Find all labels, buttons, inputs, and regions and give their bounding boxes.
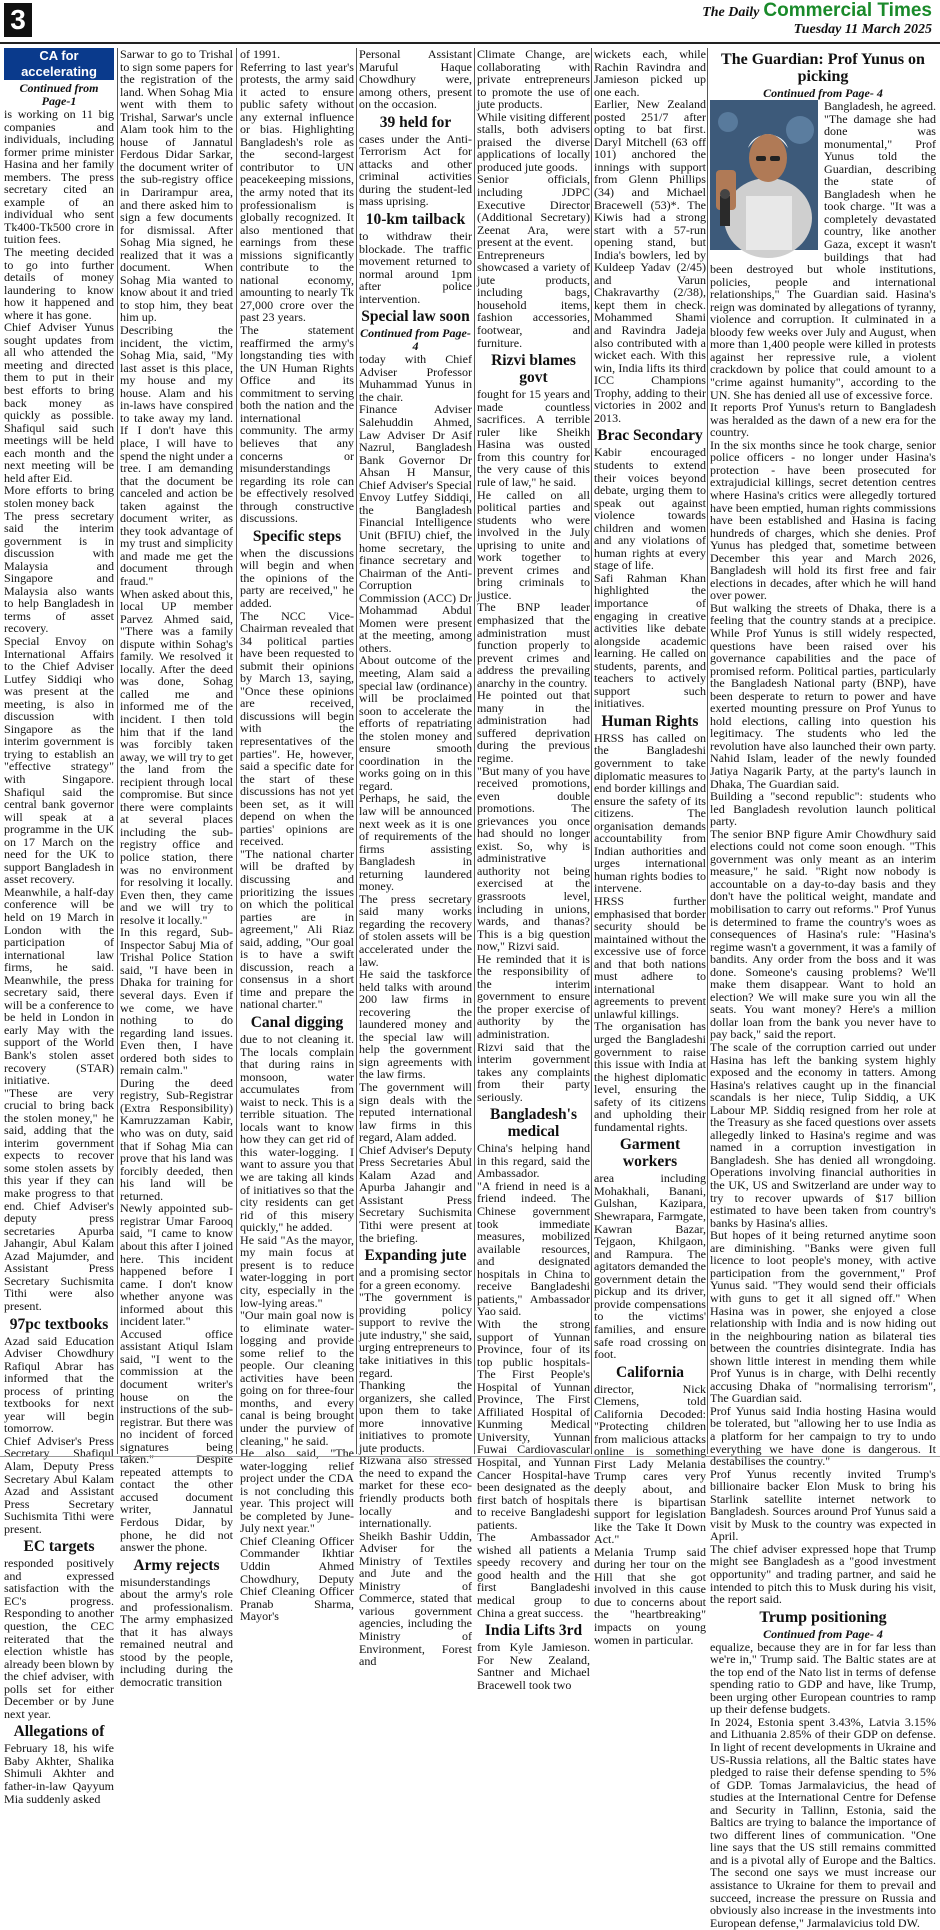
paragraph: due to not cleaning it. The locals complain that during rains in monsoon, water accumulates from waist to neck. This is a terrible situation. The locals want to know how they can get rid of this water-logging. I want to assure you that we are taking all kinds of initiatives so that the city residents can get rid of this misery quickly," he added. [240,1032,354,1235]
headline-special-law: Special law soon [361,308,470,326]
issue-date: Tuesday 11 March 2025 [793,22,932,37]
paragraph: When asked about this, local UP member Parvez Ahmed said, "There was a family dispute within Sohag's family. We resolved it locally. After the deed was done, Sohag called me and informed me of the incident. I then told him that if the land was forcibly taken away, we will try to get the land from the recipient through local compromise. But since there were complaints at several places including the sub-registry office and police station, there was no environment for resolving it locally. Even then, they came and we will try to resolve it locally." [120,586,233,927]
paragraph: The scale of the corruption carried out under Hasina has left the banking system highly exposed and the economy in tatters. Among Hasina's relatives caught up in the financial scandals is her niece, Tulip Siddiq, a UK Labour MP. Siddiq resigned from her role at the Treasury as she faced questions over assets allegedly linked to Hasina's regime and was named in a corruption investigation in Bangladesh. She has denied all wrongdoing. Operations involving financial authorities in the UK, US and Switzerland are under way to try to recover upwards of $17 billion estimated to have been taken from country's banks by Hasina's allies. [710,1040,936,1230]
paragraph: Referring to last year's protests, the army said it acted to ensure public safety without any external influence or bias. Highlighting Bangladesh's role as the second-largest contributor to UN peacekeeping missions, the army noted that its professionalism is globally recognized. It also mentioned that earnings from these missions significantly contribute to the national economy, amounting to nearly Tk 27,000 crore over the past 23 years. [240,59,354,325]
continued-label: Continued from Page- 4 [763,86,883,100]
paper-name: Commercial Times [763,0,932,21]
paragraph: Rizvi said that the interim government takes any complaints from their party seriously. [477,1039,590,1104]
paragraph: During the deed registry, Sub-Registrar (Extra Responsibility) Kamruzzaman Kabir, who was on duty, said that if Sohag Mia can prove that his land was forcibly deeded, then his land will be returned. [120,1075,233,1203]
paragraph: HRSS has called on the Bangladeshi government to take diplomatic measures to end border killings and ensure the safety of its citizens. The organisation demands accountability from Indian authorities and urges international human rights bodies to intervene. [594,730,706,896]
paragraph: The statement reaffirmed the army's longstanding ties with the UN Human Rights Office and its commitment to serving both the nation and the international community. The army believes that any concerns or misunderstandings regarding its role can be effectively resolved through constructive discussions. [240,323,354,526]
continued-label: Continued from Page- 4 [763,1626,883,1641]
paragraph: equalize, because they are in for far less than we're in," Trump said. The Baltic states are at the top end of the Nato list in terms of defense spending ratio to GDP and have, like Trump, been urging other European countries to ramp up their defense budgets. [710,1639,936,1717]
paragraph: Thanking the organizers, she called upon them to take more innovative initiatives to promote jute products. [359,1378,472,1455]
headline-india-lifts: India Lifts 3rd [484,1622,583,1640]
headline-rizvi-blames: Rizvi blames govt [491,352,576,387]
paragraph: Sheikh Bashir Uddin, Adviser for the Ministry of Textiles and Jute and the Ministry of Commerce, stated that various government agencies, including the Ministry of Environment, Forest and [359,1528,472,1669]
paragraph: February 18, his wife Baby Akhter, Shalika Shimuli Akhter and father-in-law Qayyum Mia suddenly asked [4,1741,114,1806]
paragraph: Senior officials, including JDPC Executive Director (Additional Secretary) Zeenat Ara, were present at the event. [477,172,590,250]
column-7 [710,48,936,1930]
headline-10km-tailback: 10-km tailback [365,211,466,229]
headline-allegations: Allegations of [13,1723,105,1741]
paragraph: The BNP leader emphasized that the administration must function properly to prevent crimes and address the prevailing anarchy in the country. [477,600,590,690]
paragraph: responded positively and expressed satisfaction with the EC's progress. Responding to another question, the CEC reiterated that the election whistle has already been blown by the chief adviser, with polls set for either December or by June next year. [4,1556,114,1721]
column-divider [117,48,118,1454]
paragraph: Sarwar to go to Trishal to sign some papers for the registration of the land. When Sohag Mia went with them to Trishal, Sarwar's uncle Alam took him to the house of Jannatul Ferdous Didar Sarkar, the document writer of the sub-registry office in Darirampur area, and there asked him to sign a few documents for dismissal. After Sohag Mia signed, he realized that it was a document. When Sohag Mia wanted to know about it and tried to stop him, they beat him up. [120,47,233,325]
paragraph: today with Chief Adviser Professor Muhammad Yunus in the chair. [359,352,472,404]
continued-label: Continued from Page-1 [19,81,99,108]
paragraph: and a promising sector for a green economy. [359,1265,472,1292]
paragraph: Earlier, New Zealand posted 251/7 after opting to bat first. Daryl Mitchell (63 off 101) anchored the innings with support from Glenn Phillips (34) and Michael Bracewell (53)*. The Kiwis had a strong start with a 57-run opening stand, but India's bowlers, led by Kuldeep Yadav (2/45) and Varun Chakravarthy (2/38), kept them in check. Mohammed Shami and Ravindra Jadeja also contributed with a wicket each. With this win, India lifts its third ICC Champions Trophy, adding to their victories in 2002 and 2013. [594,97,706,425]
paragraph: About outcome of the meeting, Alam said a special law (ordinance) will be proclaimed soon to accelerate the efforts of repatriating the stolen money and ensure smooth coordination in the works going on in this regard. [359,653,472,793]
paragraph: "But many of you have received promotions, even double promotions. The grievances you once had should no longer exist. So, why is administrative authority not being exercised at the grassroots level, including in unions, wards, and thanas? This is a big question now," Rizvi said. [477,763,590,954]
paragraph: The Ambassador wished all patients a speedy recovery and good health and the first Bangladeshi medical group to China a great success. [477,1530,590,1620]
paragraph: Special Envoy on International Affairs to the Chief Adviser Lutfey Siddiqi who was present at the meeting, is also in discussion with Singapore as the interim government is trying to establish an "effective strategy" with Singapore. Shafiqul said the central bank governor will speak at a programme in the UK on 17 March on the need for the UK to support Bangladesh in asset recovery. [4,633,114,887]
paragraph: In the six months since he took charge, senior police officers - no longer under Hasina's protection - have been prosecuted for extrajudicial killings, secret detention centres where Hasina's critics were allegedly tortured have been emptied, human rights commissions have been established and Hasina is facing hundreds of charges, which she denies. Prof Yunus has pledged that, sometime between December this year and March 2026, Bangladesh will hold its first free and fair elections in decades, after which he will hand over power. [710,437,936,603]
headline-human-rights: Human Rights [601,712,699,730]
column-5 [477,47,590,1692]
paragraph: Prof Yunus said India hosting Hasina would be tolerated, but "allowing her to use India as a platform for her campaign to try to undo everything we have done is dangerous. It destabilises the country." [710,1403,936,1469]
paragraph: He pointed out that many in the administration had suffered deprivation during the previous regime. [477,688,590,765]
paragraph: Kabir encouraged students to extend their voices beyond debate, urging them to speak out against violence towards children and women and any violations of human rights at every stage of life. [594,445,706,573]
headline-97pc-textbooks: 97pc textbooks [9,1315,109,1333]
headline-guardian-yunus: The Guardian: Prof Yunus on picking [721,51,925,85]
headline-expanding-jute: Expanding jute [364,1247,467,1265]
paragraph: The press secretary said many works regarding the recovery of stolen assets will be accelerated under the law. [359,891,472,969]
paragraph: Chief Adviser's Deputy Press Secretaries Abul Kalam Azad and Apurba Jahangir and Assistant Press Secretary Suchismita Tithi were present at the briefing. [359,1142,472,1245]
paragraph: Accused office assistant Atiqul Islam said, "I went to the commission at the document writer's house on the instructions of the sub-registrar. But there was no incident of forced signatures being taken." Despite repeated attempts to contact the other accused document writer, Jannatul Ferdous Didar, by phone, he did not answer the phone. [120,1326,233,1555]
headline-39-held: 39 held for [379,113,452,131]
paragraph: The press secretary said the interim government is in discussion with Malaysia and Singapore and Malaysia also wants to help Bangladesh in terms of asset recovery. [4,508,114,636]
column-divider [591,48,592,1454]
paragraph: area including Mohakhali, Banani, Gulshan, Kazipara, Shewrapara, Farmgate, Kawran Bazar, Tejgaon, Khilgaon, and Rampura. The agitators demanded the government detain the pickup and its driver, provide compensations to the victims' families, and ensure safe road crossing on foot. [594,1171,706,1362]
paragraph: Bangladesh, he agreed. "The damage she had done was monumental," Prof Yunus told the Guardian, describing the state of Bangladesh when he took charge. "It was a completely devastated country, like another Gaza, except it wasn't buildings that had been destroyed but whole institutions, policies, people and international relationships," The Guardian said. Hasina's reign was dominated by allegations of tyranny, violence and corruption. It culminated in a bloody few weeks over July and August, when more than 1,400 people were killed in protests against her repressive rule, a violent crackdown by police that could amount to a "crime against humanity", according to the UN. She has denied all use of excessive force. [710,99,936,402]
paragraph: China's helping hand in this regard, said the Ambassador. [477,1141,590,1181]
paragraph: director, Nick Clemens, told California Decoded: "Protecting children from malicious attacks online is something First Lady Melania Trump cares very deeply about, and there is bipartisan support for legislation like the Take It Down Act." [594,1381,706,1547]
paper-prefix: The Daily [702,5,760,20]
paragraph: wickets each, while Rachin Ravindra and Jamieson picked up one each. [594,47,706,99]
headline-california: California [615,1363,685,1381]
paragraph: The chief adviser expressed hope that Trump might see Bangladesh as a "good investment opportunity" and trading partner, and said he intended to pitch this to Musk during his visit, the report said. [710,1541,936,1607]
column-divider [474,48,475,1454]
column-4 [359,47,472,1669]
paragraph: of 1991. [240,47,281,61]
paragraph: Azad said Education Adviser Chowdhury Rafiqul Abrar has informed that the process of printing textbooks for next year will begin tomorrow. [4,1333,114,1436]
paragraph: fought for 15 years and made countless sacrifices. A terrible ruler like Sheikh Hasina was ousted from this country for the very cause of this rule of law," he said. [477,387,590,489]
masthead [0,0,940,44]
paragraph: Climate Change, are collaborating with private entrepreneurs to promote the use of jute products. [477,47,590,112]
column-2 [120,47,233,1689]
paragraph: cases under the Anti-Terrorism Act for attacks and other criminal activities during the student-led mass uprising. [359,131,472,209]
paragraph: Entrepreneurs showcased a variety of jute products, including bags, household items, fashion accessories, footwear, and furniture. [477,247,590,350]
headline-army-rejects: Army rejects [133,1556,220,1574]
column-6 [594,47,706,1647]
newspaper-brand [702,0,932,22]
paragraph: The senior BNP figure Amir Chowdhury said elections could not come soon enough. "This government was only meant as an interim measure," he said. "Right now nobody is accountable on a day-to-day basis and they don't have the political weight, mandate and mobilisation to carry out reforms." Prof Yunus is determined to frame the country's woes as consequences of Hasina's rule: "Hasina's regime wasn't a government, it was a family of bandits. Any order from the boss and it was done. Someone's causing problems? We'll make them disappear. Want to hold an election? We will make sure you win all the seats. You want money? Here's a million dollar loan from the bank you never have to pay back," said the report. [710,826,936,1042]
paragraph: from Kyle Jamieson. For New Zealand, Santner and Michael Bracewell took two [477,1640,590,1692]
paragraph: Describing the incident, the victim, Sohag Mia, said, "My last asset is this place, my house and my house. Alam and his in-laws have conspired to take away my land. If I don't have this place, I will have to spend the night under a tree. I am demanding that the document be canceled and action be taken against the document writer, as they took advantage of my trust and simplicity and made me get the document through fraud." [120,323,233,588]
paragraph: He said "As the mayor, my main focus at present is to reduce water-logging in port city, especially in the low-lying areas." [240,1232,354,1310]
paragraph: Safi Rahman Khan highlighted the importance of engaging in creative activities like debate alongside academic learning. He called on students, parents, and teachers to actively support such initiatives. [594,570,706,711]
column-divider [707,48,708,1454]
speaker-photo-illustration [710,100,818,250]
paragraph: He called on all political parties and students who were involved in the July uprising to unite and work together to prevent crimes and bring criminals to justice. [477,487,590,602]
paragraph: More efforts to bring stolen money back [4,483,114,510]
headline-bangladesh-medical: Bangladesh's medical [489,1106,577,1141]
paragraph: He also said, "The water-logging relief project under the CDA is not concluding this year. This project will be completed by June-July next year." [240,1446,354,1536]
column-1 [4,48,114,1806]
page-number: 3 [4,3,32,37]
paragraph: to withdraw their blockade. The traffic movement returned to normal around 1pm after police intervention. [359,229,472,306]
paragraph: when the discussions will begin and when the opinions of the party are received," he added. [240,545,354,610]
paragraph: While visiting different stalls, both advisers praised the diverse applications of locally produced jute goods. [477,109,590,174]
headline-ca-accelerating: CA for accelerating [4,48,114,80]
paragraph: "The government is providing policy support to revive the jute industry," she said, urging entrepreneurs to take initiatives in this regard. [359,1290,472,1380]
paragraph: "A friend in need is a friend indeed. The Chinese government took immediate measures, mobilized available resources, and designated hospitals in China to receive Bangladeshi patients," Ambassador Yao said. [477,1178,590,1319]
continued-label: Continued from Page- 4 [360,326,471,354]
paragraph: But walking the streets of Dhaka, there is a feeling that the country stands at a precipice. While Prof Yunus is still widely respected, questions have been raised over his governance capabilities and the pace of promised reform. Political parties, particularly the Bangladesh National party (BNP), have been desperate to return to power and have exerted mounting pressure on Prof Yunus to hold elections, calling into question his legitimacy. The students who led the revolution have also launched their own party. Nahid Islam, leader of the newly founded Jatiya Nagarik Party, at the party's launch in Dhaka, The Guardian said. [710,600,936,791]
paragraph: He said the taskforce held talks with around 200 law firms in recovering the laundered money and the special law will help the government sign agreements with the law firms. [359,967,472,1082]
paragraph: HRSS further emphasised that border security should be maintained without the excessive use of force and that both nations must adhere to international agreements to prevent unlawful killings. [594,894,706,1021]
paragraph: Prof Yunus recently invited Trump's billionaire backer Elon Musk to bring his Starlink satellite internet network to Bangladesh. Sources around Prof Yunus said a visit by Musk to the country was expected in April. [710,1466,936,1544]
paragraph: Chief Adviser's Press Secretary Shafiqul Alam, Deputy Press Secretary Abul Kalam Azad and Assistant Press Secretary Suchismita Tithi were present. [4,1433,114,1536]
paragraph: Newly appointed sub-registrar Umar Farooq said, "I came to know about this after I joined here. This incident happened before I came. I don't know whether anyone was informed about this incident later." [120,1201,233,1329]
column-divider [236,48,237,1454]
paragraph: With the strong support of Yunnan Province, four of its top public hospitals-The First People's Hospital of Yunnan Province, The First Affiliated Hospital of Kunming Medical University, Yunnan Fuwai Cardiovascular Hospital, and Yunnan Cancer Hospital-have been designated as the first batch of hospitals to receive Bangladeshi patients. [477,1316,590,1532]
paragraph: Melania Trump said during her tour on the Hill that she got involved in this cause due to concerns about the "heartbreaking" impacts on young women in particular. [594,1544,706,1647]
paragraph: Building a "second republic": students who led Bangladesh revolution launch political party. [710,789,936,829]
headline-brac-secondary: Brac Secondary [597,427,703,445]
paragraph: "The national charter will be drafted by discussing and prioritizing the issues on which the political parties are in agreement," Ali Riaz said, adding, "Our goal is to have a swift discussion, reach a consensus in a short time and prepare the national charter." [240,846,354,1012]
paragraph: The government will sign deals with the reputed international law firms in this regard, Alam added. [359,1080,472,1145]
paragraph: The NCC Vice-Chairman revealed that 34 political parties have been requested to submit their opinions by March 13, saying, "Once these opinions are received, discussions will begin with the representatives of the parties". He, however, said a specific date for the start of these discussions has not yet been set, as it will depend on when the parties' opinions are received. [240,608,354,849]
paragraph: The organisation has urged the Bangladeshi government to raise this issue with India at the highest diplomatic level, ensuring the safety of its citizens and upholding their fundamental rights. [594,1019,706,1134]
paragraph: is working on 11 big companies and individuals, including former prime minister Hasina and her family members. The press secretary cited an example of an individual who sent Tk400-Tk500 crore in tuition fees. [4,107,114,247]
headline-garment-workers: Garment workers [619,1136,681,1171]
yunus-photo [710,100,818,250]
paragraph: Meanwhile, a half-day conference will be held on 19 March in London with the participation of international law firms, he said. Meanwhile, the press secretary said, there will be a conference to be held in London in early May with the support of the World Bank's stolen asset recovery (STAR) initiative. [4,884,114,1088]
column-divider [356,48,357,1454]
paragraph: Finance Adviser Salehuddin Ahmed, Law Adviser Dr Asif Nazrul, Bangladesh Bank Governor Dr Ahsan H Mansur, Chief Adviser's Special Envoy Lutfey Siddiqi, the Bangladesh Financial Intelligence Unit (BFIU) chief, the home secretary, the finance secretary and Chairman of the Anti-Corruption Commission (ACC) Dr Mohammad Abdul Momen were present at the meeting, among others. [359,402,472,655]
headline-trump-positioning: Trump positioning [759,1608,887,1626]
paragraph: Personal Assistant Maruful Haque Chowdhury were, among others, present on the occasion. [359,47,472,112]
paragraph: It reports Prof Yunus's return to Bangladesh was heralded as the dawn of a new era for the country. [710,400,936,440]
column-3 [240,47,354,1624]
paragraph: Chief Adviser Yunus sought updates from all who attended the meeting and directed them to put in their best efforts to bring back money as quickly as possible. Shafiqul said such meetings will be held each month and the next meeting will be held after Eid. [4,320,114,485]
bottom-rule [0,1456,940,1457]
paragraph: Perhaps, he said, the law will be announced next week as it is one of requirements of the firms assisting Bangladesh in returning laundered money. [359,791,472,894]
paragraph: "Our main goal now is to eliminate water-logging and provide some relief to the people. Our cleaning activities have been going on for three-four months, and every canal is being brought under the purview of cleaning," he said. [240,1308,354,1448]
paragraph: The meeting decided to go into further details of money laundering to know how it happened and where it has gone. [4,245,114,322]
paragraph: But hopes of it being returned anytime soon are diminishing. "Banks were given full licence to loot people's money, with active participation from the government," Prof Yunus said. "They would send their officials with guns to get it all signed off." When Hasina was in power, she enjoyed a close relationship with India and is now hiding out in the neighbouring nation as bilateral ties between the countries disintegrate. India has shown little interest in mending them while Prof Yunus is in charge, with Delhi recently accusing Dhaka of "normalising terrorism", The Guardian said. [710,1228,936,1406]
paragraph: Rizwana also stressed the need to expand the market for these eco-friendly products both locally and internationally. [359,1453,472,1531]
headline-specific-steps: Specific steps [252,527,342,545]
paragraph: In 2024, Estonia spent 3.43%, Latvia 3.15% and Lithuania 2.85% of their GDP on defense. In light of recent developments in Ukraine and US-Russia relations, all the Baltic states have pledged to raise their defense spending to 5% of GDP. Tomas Jarmalavicius, the head of studies at the International Centre for Defense and Security in Tallinn, Estonia, said the Baltics are trying to balance the importance of two different lines of communication. "One line says that the US still remains committed and is a pivotal ally of Europe and the Baltics. The second one says we must increase our assistance to Ukraine for them to prevail and succeed, increase the pressure on Russia and obviously also increase in the investments into European defense," Jarmalavicius told DW. [710,1714,936,1930]
paragraph: He reminded that it is the responsibility of the interim government to ensure the proper exercise of authority by the administration. [477,951,590,1042]
paragraph: "These are very crucial to bring back the stolen money," he said, adding that the interim government expects to recover some stolen assets by this year if they can make progress to that end. Chief Adviser's deputy press secretaries Apurba Jahangir, Abul Kalam Azad Majumder, and Assistant Press Secretary Suchismita Tithi were also present. [4,1085,114,1313]
paragraph: Chief Cleaning Officer Commander Ikhtiar Uddin Ahmed Chowdhury, Deputy Chief Cleaning Officer Pranab Sharma, Mayor's [240,1533,354,1624]
paragraph: In this regard, Sub-Inspector Sabuj Mia of Trishal Police Station said, "I have been in Dhaka for training for several days. Even if we come, we have nothing to do regarding land issues. Even then, I have ordered both sides to remain calm." [120,925,233,1078]
headline-canal-digging: Canal digging [250,1014,344,1032]
headline-ec-targets: EC targets [23,1538,95,1556]
paragraph: misunderstandings about the army's role and professionalism. The army emphasized that it has always remained neutral and stood by the people, including during the democratic transition [120,1574,233,1689]
